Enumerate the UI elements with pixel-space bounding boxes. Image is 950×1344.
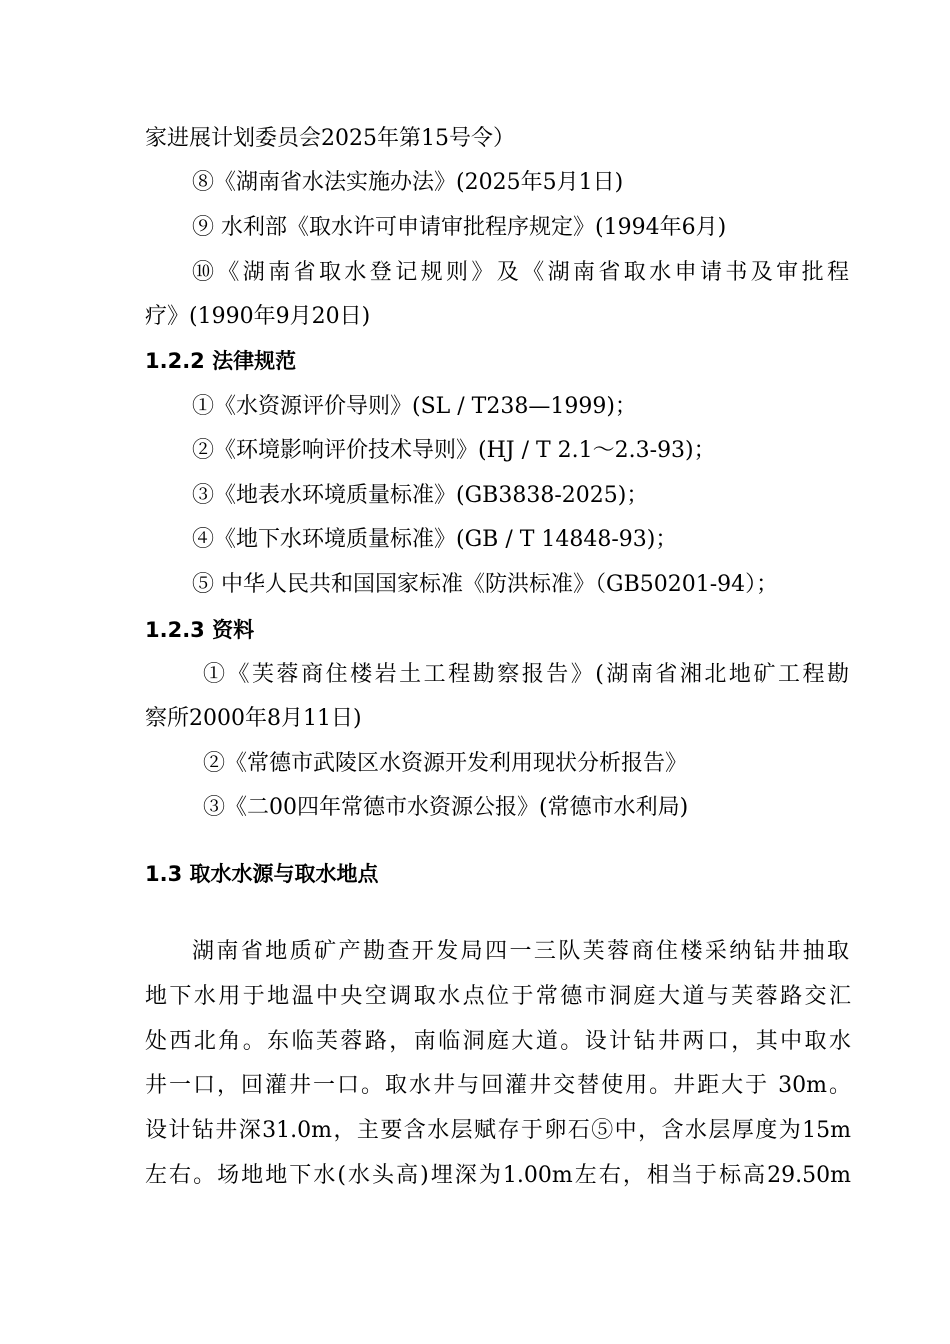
section-heading: 1.2.2 法律规范 [145, 349, 297, 373]
reference-item: ③《二00四年常德市水资源公报》(常德市水利局) [203, 795, 689, 820]
paragraph-line: 地下水用于地温中央空调取水点位于常德市洞庭大道与芙蓉路交汇 [145, 984, 851, 1009]
standard-item: ⑤ 中华人民共和国国家标准《防洪标准》（GB50201-94）； [192, 572, 779, 597]
regulation-item: ⑧《湖南省水法实施办法》(2025年5月1日) [192, 170, 624, 195]
standard-item: ③《地表水环境质量标准》(GB3838-2025)； [192, 483, 649, 508]
regulation-item: ⑩《湖南省取水登记规则》及《湖南省取水申请书及审批程 [192, 260, 849, 285]
paragraph-line: 处西北角。东临芙蓉路，南临洞庭大道。设计钻井两口，其中取水 [145, 1029, 851, 1054]
paragraph-line: 井一口，回灌井一口。取水井与回灌井交替使用。井距大于 30m。 [145, 1073, 851, 1098]
standard-item: ①《水资源评价导则》(SL / T238—1999)； [192, 394, 637, 419]
text-line: 察所2000年8月11日) [145, 706, 362, 731]
paragraph-line: 设计钻井深31.0m，主要含水层赋存于卵石⑤中，含水层厚度为15m [145, 1118, 851, 1143]
reference-item: ②《常德市武陵区水资源开发利用现状分析报告》 [203, 751, 688, 776]
reference-item: ①《芙蓉商住楼岩土工程勘察报告》(湖南省湘北地矿工程勘 [203, 662, 849, 687]
standard-item: ④《地下水环境质量标准》(GB / T 14848-93)； [192, 527, 678, 552]
standard-item: ②《环境影响评价技术导则》(HJ / T 2.1～2.3-93)； [192, 438, 716, 463]
section-heading: 1.3 取水水源与取水地点 [145, 862, 379, 886]
paragraph-line: 左右。场地地下水(水头高)埋深为1.00m左右，相当于标高29.50m [145, 1163, 851, 1188]
text-line: 家进展计划委员会2025年第15号令） [145, 126, 515, 151]
section-heading: 1.2.3 资料 [145, 618, 255, 642]
paragraph-line: 湖南省地质矿产勘查开发局四一三队芙蓉商住楼采纳钻井抽取 [192, 939, 849, 964]
text-line: 疗》(1990年9月20日) [145, 304, 371, 329]
regulation-item: ⑨ 水利部《取水许可申请审批程序规定》(1994年6月) [192, 215, 727, 240]
